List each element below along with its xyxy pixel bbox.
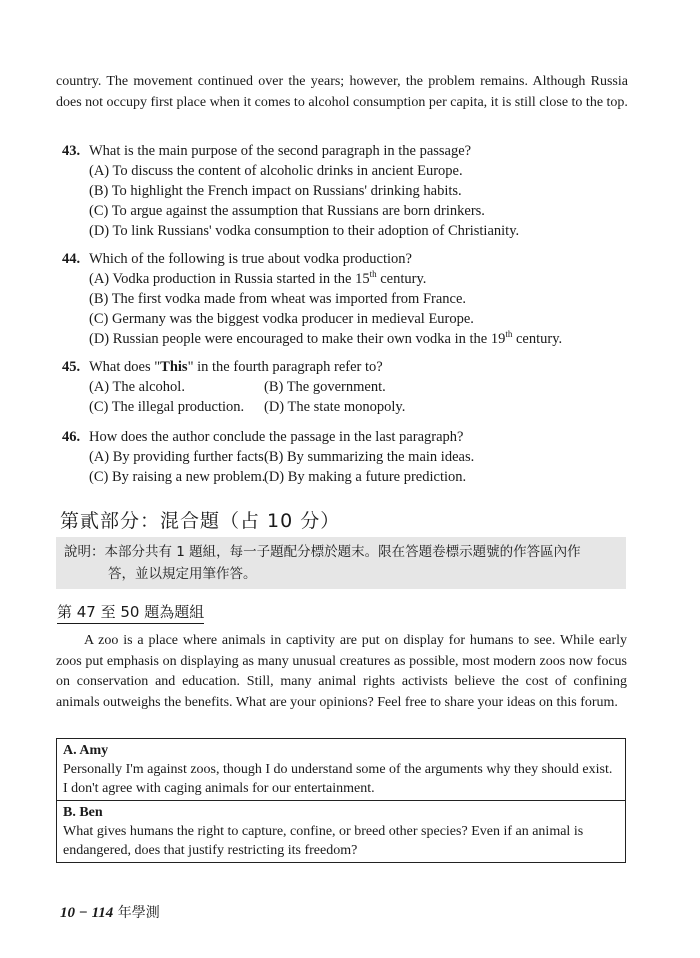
section-title: 第貳部分：混合題（占 10 分）: [60, 510, 341, 532]
passage-continuation: country. The movement continued over the years; however, the problem remains. Although Russia does not occupy first place when it comes to alcohol consumption per capita, it is still close to the top.: [56, 74, 628, 110]
page-number: 10: [60, 905, 75, 921]
question-text: " in the fourth paragraph refer to?: [187, 359, 383, 375]
option-a: (A) To discuss the content of alcoholic drinks in ancient Europe.: [89, 163, 463, 179]
option-row: [62, 467, 642, 487]
option-row: [62, 397, 642, 417]
option-text: century.: [512, 331, 563, 347]
option-text: (D) Russian people were encouraged to make their own vodka in the 19: [89, 331, 506, 347]
option-b: (B) To highlight the French impact on Russians' drinking habits.: [89, 183, 462, 199]
option-d: (D) By making a future prediction.: [264, 469, 467, 485]
poster-name: B. Ben: [63, 805, 103, 820]
option-b: (B) By summarizing the main ideas.: [264, 449, 475, 465]
option-a: (A) The alcohol.: [89, 379, 185, 395]
question-text: What is the main purpose of the second paragraph in the passage?: [89, 143, 472, 159]
question-stem: [62, 427, 642, 447]
option-b: (B) The government.: [264, 379, 386, 395]
option-c: (C) By raising a new problem.: [89, 469, 266, 485]
superscript: th: [369, 269, 377, 280]
question-number: 43.: [62, 143, 81, 159]
footer-dash: −: [75, 905, 92, 921]
zoo-passage: A zoo is a place where animals in captivity are put on display for humans to see. While early zoos put emphasis on displaying as many unusual creatures as possible, most modern zoos now focus on conservation and education. Still, many animal rights activists believe the cost of confining animals outweighs the benefits. What are your opinions? Feel free to share your ideas on this forum.: [56, 633, 627, 710]
option-a: (A) By providing further facts.: [89, 449, 268, 465]
option-row: [62, 377, 642, 397]
option-c: (C) The illegal production.: [89, 399, 245, 415]
question-stem: [62, 141, 642, 161]
instructions-line: 說明：本部分共有 1 題組，每一子題配分標於題末。限在答題卷標示題號的作答區內作: [64, 544, 581, 560]
option-c: (C) To argue against the assumption that Russians are born drinkers.: [89, 203, 485, 219]
post-text: Personally I'm against zoos, though I do understand some of the arguments why they should exist. I don't agree with caging animals for our entertainment.: [63, 762, 613, 796]
question-stem: [62, 357, 642, 377]
exam-year: 114: [91, 905, 114, 921]
question-number: 45.: [62, 359, 81, 375]
poster-name: A. Amy: [63, 743, 109, 758]
option-d: (D) The state monopoly.: [264, 399, 406, 415]
exam-name: 年學測: [113, 905, 160, 921]
forum-post-ben: [57, 800, 625, 862]
forum-post-amy: [57, 739, 625, 800]
question-43: [62, 141, 642, 241]
option-d: [62, 329, 642, 349]
instructions-line: 答，並以規定用筆作答。: [108, 566, 257, 582]
question-text: What does ": [89, 359, 161, 375]
instructions-box: [56, 537, 626, 589]
question-46: [62, 427, 642, 487]
forum-box: [56, 738, 626, 863]
question-keyword: This: [160, 359, 188, 375]
question-45: [62, 357, 642, 417]
option-b: (B) The first vodka made from wheat was imported from France.: [89, 291, 467, 307]
question-text: Which of the following is true about vodka production?: [89, 251, 412, 267]
question-number: 46.: [62, 429, 81, 445]
option-d: (D) To link Russians' vodka consumption to their adoption of Christianity.: [89, 223, 520, 239]
question-text: How does the author conclude the passage in the last paragraph?: [89, 429, 464, 445]
option-text: century.: [376, 271, 427, 287]
option-text: (A) Vodka production in Russia started in the 15: [89, 271, 370, 287]
question-number: 44.: [62, 251, 81, 267]
page-footer: [60, 902, 160, 922]
question-group-title: 第 47 至 50 題為題組: [57, 601, 204, 624]
option-c: (C) Germany was the biggest vodka producer in medieval Europe.: [89, 311, 474, 327]
post-text: What gives humans the right to capture, confine, or breed other species? Even if an animal is endangered, does that justify restricting its freedom?: [63, 824, 584, 858]
option-a: [62, 269, 642, 289]
superscript: th: [505, 329, 513, 340]
question-44: [62, 249, 642, 349]
option-row: [62, 447, 642, 467]
question-stem: [62, 249, 642, 269]
